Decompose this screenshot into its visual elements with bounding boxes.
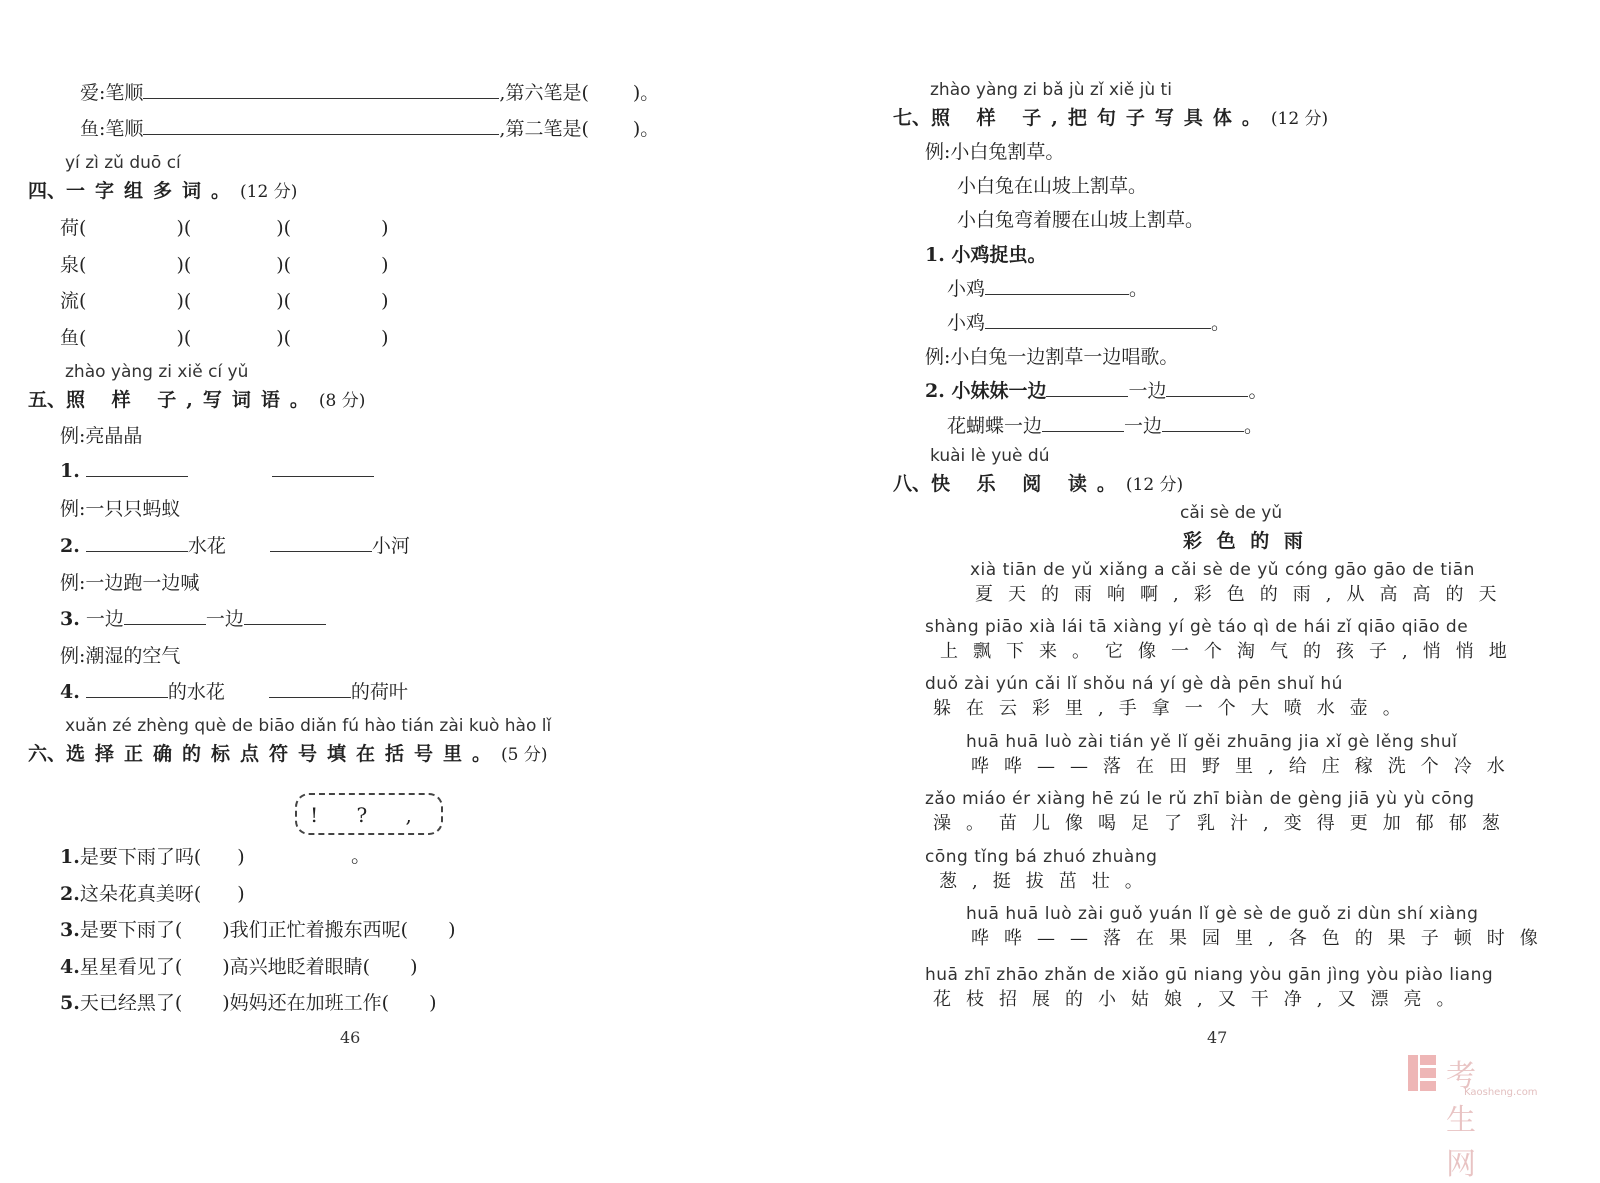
s6-item: 1.是要下雨了吗( ) [60,846,245,868]
s6-item: 4.星星看见了( )高兴地眨着眼睛( ) [60,956,418,978]
s5-pinyin: zhào yàng zi xiě cí yǔ [65,362,249,382]
page-number-right: 47 [1207,1028,1228,1047]
s4-row: 荷( )( )( ) [60,217,389,239]
watermark-cn: 考生网 [1446,1059,1478,1182]
s5-heading: 五、照 样 子,写词语。(8 分) [28,389,366,411]
s4-row: 泉( )( )( ) [60,254,389,276]
s8-heading: 八、快 乐 阅 读。(12 分) [893,473,1184,495]
s6-pinyin: xuǎn zé zhèng què de biāo diǎn fú hào tián zài kuò hào lǐ [65,716,552,736]
punctuation-symbol-box: ! ? , 。 [295,793,443,835]
s4-pinyin: yí zì zǔ duō cí [65,153,181,173]
story-line: shàng piāo xià lái tā xiàng yí gè táo qì de hái zǐ qiāo qiāo de 上飘下来。它像一个淘气的孩子,悄悄地 [925,617,1522,662]
story-line: xià tiān de yǔ xiǎng a cǎi sè de yǔ cóng gāo gāo de tiān 夏天的雨响啊,彩色的雨,从高高的天 [970,560,1512,605]
page-number-left: 46 [340,1028,361,1047]
s7-q1: 1. 小鸡捉虫。 [925,244,1047,266]
s7-example-b: 小白兔在山坡上割草。 [957,175,1148,197]
story-line: huā zhī zhāo zhǎn de xiǎo gū niang yòu gān jìng yòu piào liang 花枝招展的小姑娘,又干净,又漂亮。 [925,965,1494,1010]
s7-example-a: 例:小白兔割草。 [925,141,1065,163]
story-title-pinyin: cǎi sè de yǔ [1180,503,1283,523]
s5-q1: 1. [60,458,374,482]
s6-item: 5.天已经黑了( )妈妈还在加班工作( ) [60,992,437,1014]
s6-item: 2.这朵花真美呀( ) [60,883,245,905]
s5-example-3: 例:一边跑一边喊 [60,572,200,594]
s5-q2: 2. 水花 小河 [60,535,410,557]
s5-q3: 3. 一边 一边 [60,604,326,631]
watermark-en: Kaosheng.com [1464,1087,1538,1098]
s5-q4: 4. 的水花 的荷叶 [60,681,408,703]
story-line: duǒ zài yún cǎi lǐ shǒu ná yí gè dà pēn shuǐ hú 躲在云彩里,手拿一个大喷水壶。 [925,674,1416,719]
stroke-line-yu: 鱼:笔顺 ,第二笔是( )。 [80,118,660,140]
s5-example-4: 例:潮湿的空气 [60,645,181,667]
s7-q1-line2: 小鸡 。 [947,312,1231,334]
story-line: huā huā luò zài guǒ yuán lǐ gè sè de guǒ zi dùn shí xiàng 哗哗——落在果园里,各色的果子顿时像 [966,904,1553,949]
story-line: cōng tǐng bá zhuó zhuàng 葱,挺拔茁壮。 [925,847,1158,892]
s7-q2-line2: 花蝴蝶一边 一边 。 [947,415,1264,437]
stroke-line-ai: 爱:笔顺 ,第六笔是( )。 [80,82,660,104]
s6-heading: 六、选择正确的标点符号填在括号里。(5 分) [28,743,548,765]
s5-example-2: 例:一只只蚂蚁 [60,498,181,520]
s6-item: 3.是要下雨了( )我们正忙着搬东西呢( ) [60,919,456,941]
story-title: 彩 色 的 雨 [1183,530,1307,552]
s4-row: 流( )( )( ) [60,290,389,312]
s7-example-2: 例:小白兔一边割草一边唱歌。 [925,346,1179,368]
s8-pinyin: kuài lè yuè dú [930,446,1050,466]
s7-q2-line1: 2. 小妹妹一边 一边 。 [925,380,1268,402]
s4-row: 鱼( )( )( ) [60,327,389,349]
kaosheng-logo-icon [1408,1055,1436,1091]
story-line: huā huā luò zài tián yě lǐ gěi zhuāng jia xǐ gè lěng shuǐ 哗哗——落在田野里,给庄稼洗个冷水 [966,732,1520,777]
s7-heading: 七、照 样 子,把句子写具体。(12 分) [893,107,1329,129]
story-line: zǎo miáo ér xiàng hē zú le rǔ zhī biàn de gèng jiā yù yù cōng 澡。苗儿像喝足了乳汁,变得更加郁郁葱 [925,789,1515,834]
s5-example-1: 例:亮晶晶 [60,425,143,447]
s7-example-c: 小白兔弯着腰在山坡上割草。 [957,209,1205,231]
s4-heading: 四、一字组多词。(12 分) [28,180,298,202]
s7-pinyin: zhào yàng zi bǎ jù zǐ xiě jù ti [930,80,1172,100]
s7-q1-line1: 小鸡 。 [947,278,1149,300]
